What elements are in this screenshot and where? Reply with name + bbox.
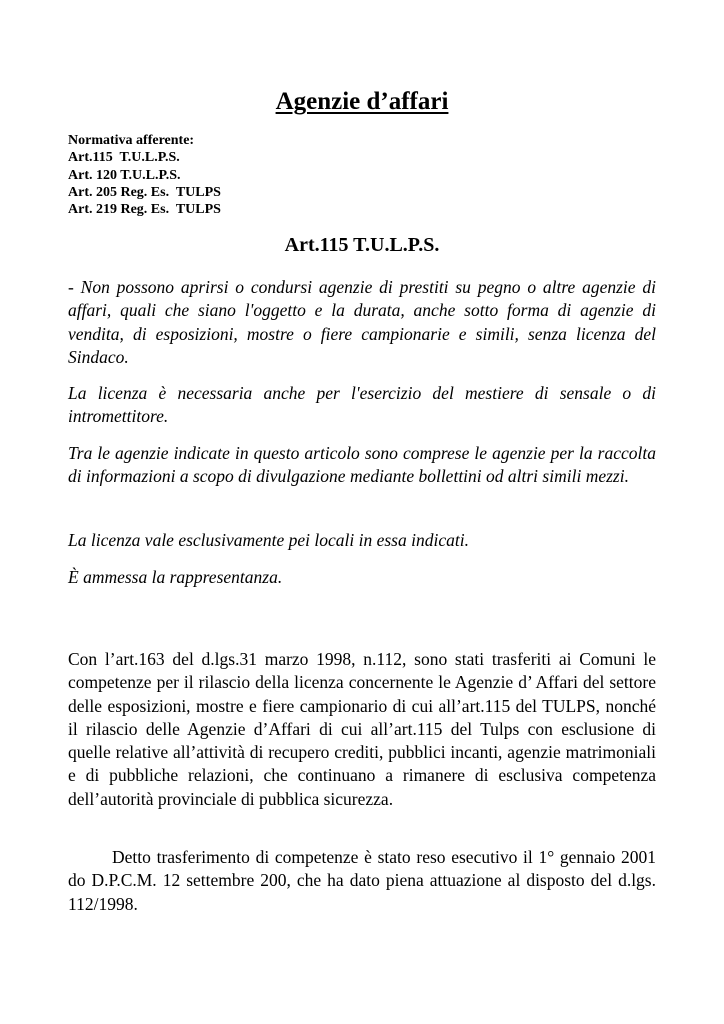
body-paragraph: Con l’art.163 del d.lgs.31 marzo 1998, n.112, sono stati trasferiti ai Comuni le competenze per il rilascio della licenza concernente le Agenzie d’ Affari del settore delle esposizioni, mostre e fiere campionario di cui all’art.115 del TULPS, nonché il rilascio delle Agenzie d’Affari di cui all’art.115 del Tulps con esclusione di quelle relative all’attività di recupero crediti, pubblici incanti, agenzie matrimoniali e di pubbliche relazioni, che continuano a rimanere di esclusiva competenza dell’autorità provinciale di pubblica sicurezza.: [68, 649, 656, 809]
reference-item: Art.115 T.U.L.P.S.: [68, 150, 180, 166]
article-paragraph: - Non possono aprirsi o condursi agenzie di prestiti su pegno o altre agenzie di affari, quali che siano l'oggetto e la durata, anche sotto forma di agenzie di vendita, di esposizioni, mostre o fiere campionarie e simili, senza licenza del Sindaco.: [68, 277, 656, 367]
references-block: [68, 132, 656, 218]
article-paragraph: Tra le agenzie indicate in questo articolo sono comprese le agenzie per la raccolta di informazioni a scopo di divulgazione mediante bollettini od altri simili mezzi.: [68, 443, 656, 487]
article-heading: Art.115 T.U.L.P.S.: [284, 234, 440, 256]
article-paragraph: È ammessa la rappresentanza.: [68, 567, 283, 587]
references-heading: Normativa afferente:: [68, 133, 195, 148]
reference-item: Art. 205 Reg. Es. TULPS: [68, 184, 221, 200]
article-paragraph: La licenza è necessaria anche per l'esercizio del mestiere di sensale o di intromettitore.: [68, 383, 656, 427]
page-title-text: Agenzie d’affari: [275, 88, 449, 115]
page-title: [68, 86, 656, 118]
body-paragraph: Detto trasferimento di competenze è stato reso esecutivo il 1° gennaio 2001 do D.P.C.M. 12 settembre 200, che ha dato piena attuazione al disposto del d.lgs. 112/1998.: [68, 847, 656, 914]
reference-item: Art. 219 Reg. Es. TULPS: [68, 202, 221, 218]
reference-item: Art. 120 T.U.L.P.S.: [68, 167, 181, 183]
article-paragraph: La licenza vale esclusivamente pei locali in essa indicati.: [68, 530, 469, 550]
